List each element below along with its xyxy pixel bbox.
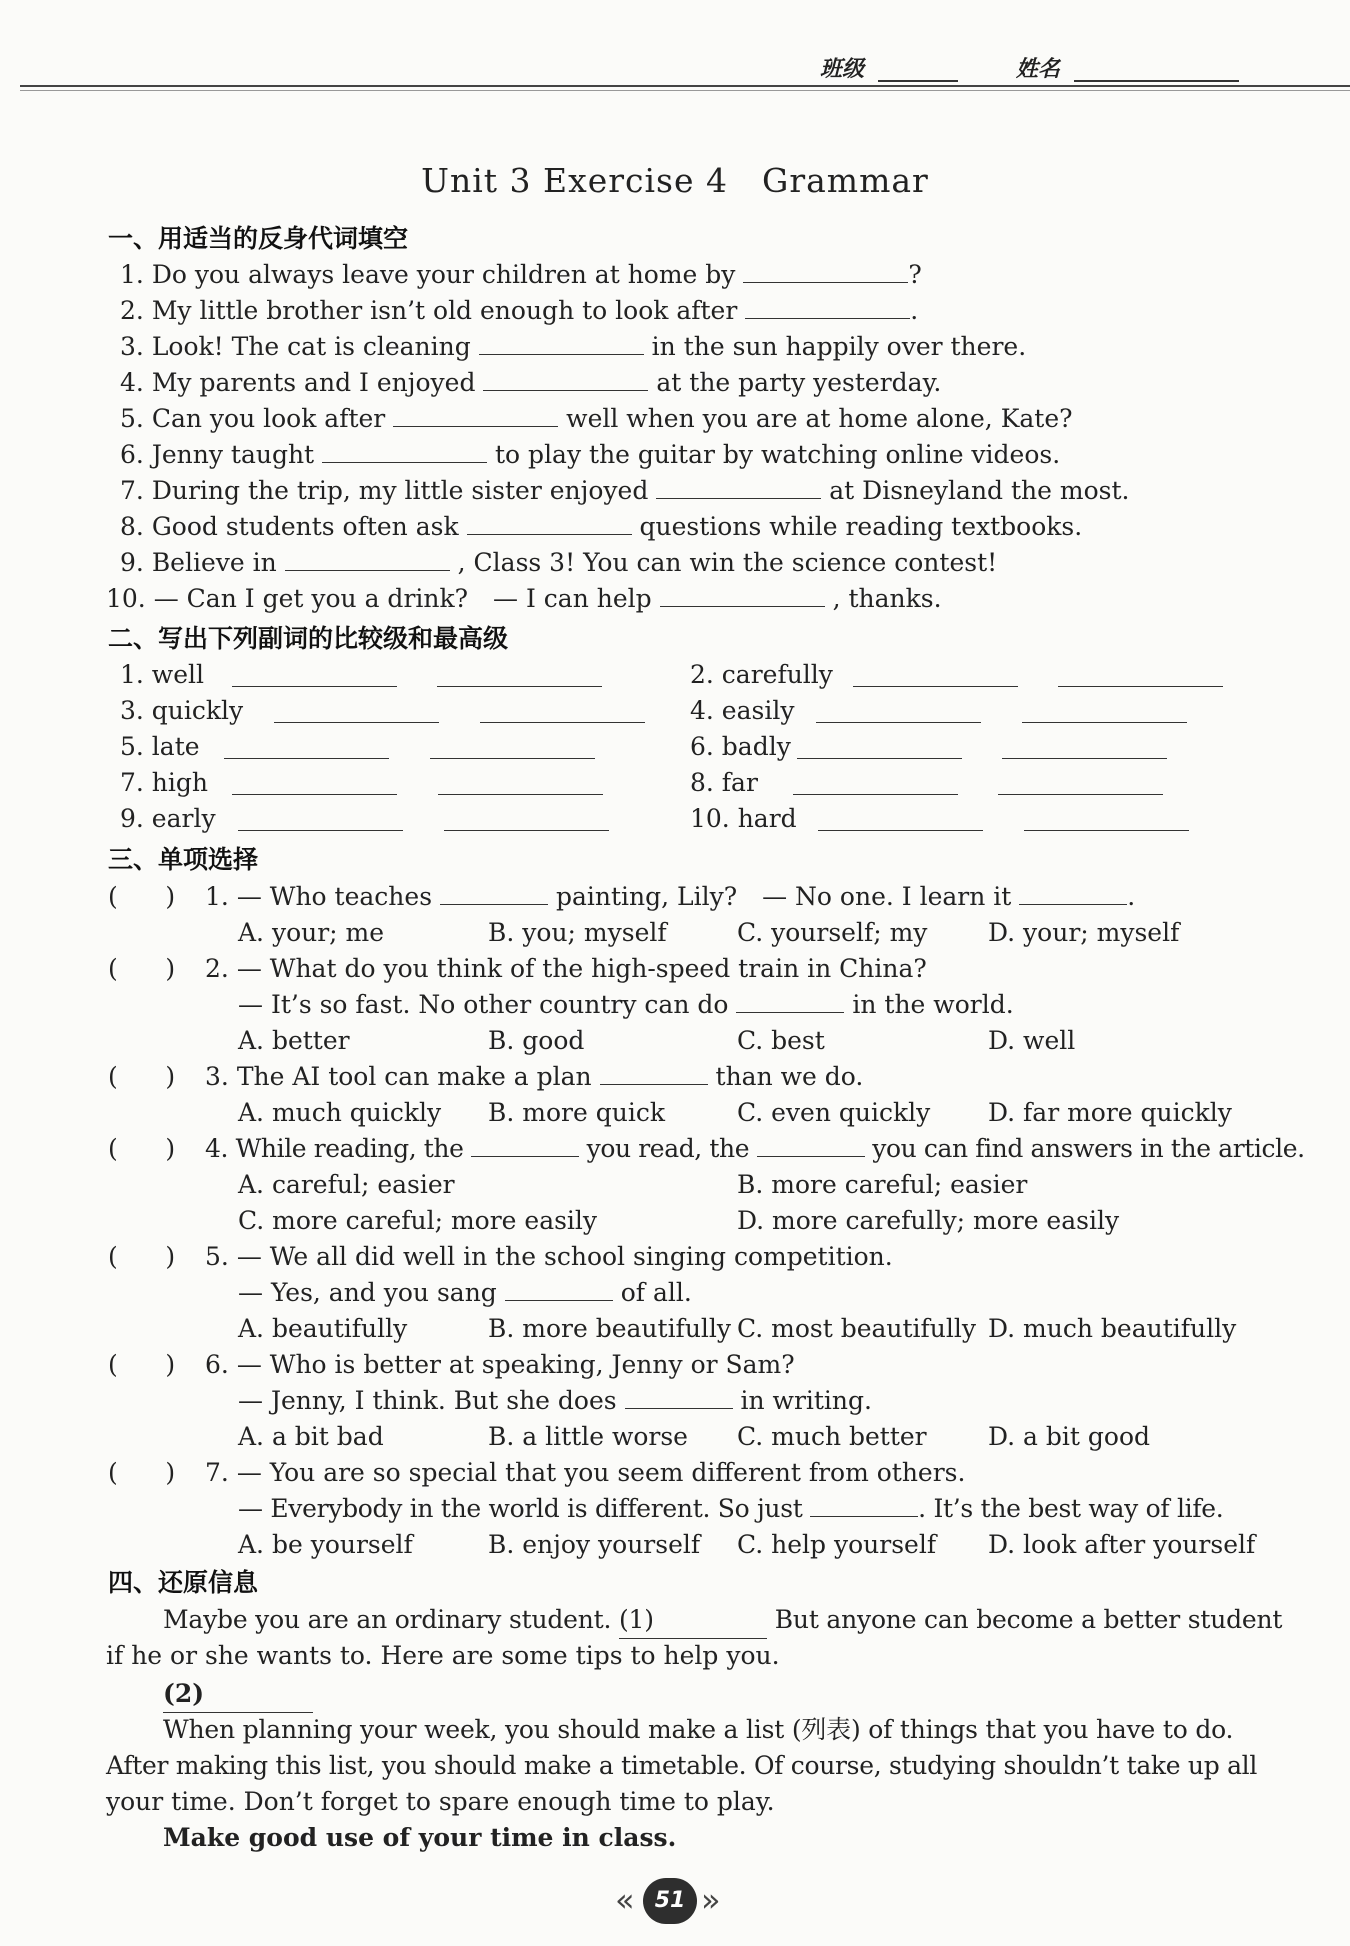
s2-right-4: 4. easily [690, 696, 795, 725]
comparative-blank[interactable] [793, 770, 958, 795]
s2-left-7: 7. high [120, 768, 209, 797]
q4-option-a[interactable]: A. careful; easier [238, 1170, 455, 1199]
answer-blank[interactable] [743, 258, 908, 283]
comparative-blank[interactable] [238, 806, 403, 831]
answer-blank[interactable] [440, 880, 548, 905]
q1-option-c[interactable]: C. yourself; my [737, 918, 928, 947]
q7-option-c[interactable]: C. help yourself [737, 1530, 937, 1559]
section2-heading: 二、写出下列副词的比较级和最高级 [108, 624, 509, 653]
comparative-blank[interactable] [816, 698, 981, 723]
q7-stem-2: — Everybody in the world is different. So just . It’s the best way of life. [238, 1494, 1224, 1523]
answer-bracket[interactable]: ( ) [108, 1242, 176, 1271]
s1-item-10: 10. — Can I get you a drink? — I can help , thanks. [106, 584, 942, 613]
comparative-blank[interactable] [232, 662, 397, 687]
q5-stem: 5. — We all did well in the school singing competition. [205, 1242, 893, 1271]
q2-stem-2: — It’s so fast. No other country can do in the world. [238, 990, 1014, 1019]
q7-option-d[interactable]: D. look after yourself [988, 1530, 1256, 1559]
comparative-blank[interactable] [797, 734, 962, 759]
s4-paragraph-2: When planning your week, you should make a list (列表) of things that you have to do. [163, 1715, 1234, 1744]
answer-bracket[interactable]: ( ) [108, 882, 176, 911]
s4-blank-1[interactable]: (1) [619, 1602, 767, 1639]
q4-stem: 4. While reading, the you read, the you can find answers in the article. [205, 1134, 1305, 1163]
q7-option-b[interactable]: B. enjoy yourself [488, 1530, 701, 1559]
s4-blank-2[interactable]: (2) [163, 1676, 313, 1713]
s4-paragraph-1-cont: if he or she wants to. Here are some tips to help you. [106, 1641, 780, 1670]
q4-option-b[interactable]: B. more careful; easier [737, 1170, 1028, 1199]
s1-item-8: 8. Good students often ask questions while reading textbooks. [120, 512, 1083, 541]
s1-item-9: 9. Believe in , Class 3! You can win the science contest! [120, 548, 998, 577]
q6-option-a[interactable]: A. a bit bad [238, 1422, 384, 1451]
superlative-blank[interactable] [1058, 662, 1223, 687]
q5-option-d[interactable]: D. much beautifully [988, 1314, 1237, 1343]
superlative-blank[interactable] [1022, 698, 1187, 723]
q6-stem: 6. — Who is better at speaking, Jenny or Sam? [205, 1350, 795, 1379]
q3-stem: 3. The AI tool can make a plan than we do. [205, 1062, 864, 1091]
answer-blank[interactable] [285, 546, 450, 571]
s1-item-5: 5. Can you look after well when you are at home alone, Kate? [120, 404, 1073, 433]
s4-tip-heading: Make good use of your time in class. [163, 1823, 677, 1852]
q1-stem: 1. — Who teaches painting, Lily? — No one. I learn it . [205, 882, 1136, 911]
q3-option-b[interactable]: B. more quick [488, 1098, 665, 1127]
name-blank [1074, 80, 1239, 82]
s2-right-6: 6. badly [690, 732, 791, 761]
superlative-blank[interactable] [998, 770, 1163, 795]
answer-blank[interactable] [745, 294, 910, 319]
q3-option-c[interactable]: C. even quickly [737, 1098, 931, 1127]
header-rule-thin [20, 90, 1350, 91]
q6-option-c[interactable]: C. much better [737, 1422, 927, 1451]
q6-option-b[interactable]: B. a little worse [488, 1422, 688, 1451]
page-number-badge [615, 1878, 725, 1924]
s2-right-8: 8. far [690, 768, 758, 797]
comparative-blank[interactable] [853, 662, 1018, 687]
answer-bracket[interactable]: ( ) [108, 1134, 176, 1163]
comparative-blank[interactable] [224, 734, 389, 759]
answer-blank[interactable] [757, 1132, 865, 1157]
s2-left-5: 5. late [120, 732, 200, 761]
q2-option-a[interactable]: A. better [238, 1026, 350, 1055]
answer-blank[interactable] [479, 330, 644, 355]
section1-heading: 一、用适当的反身代词填空 [108, 224, 409, 253]
answer-blank[interactable] [600, 1060, 708, 1085]
q2-option-b[interactable]: B. good [488, 1026, 585, 1055]
s1-item-7: 7. During the trip, my little sister enjoyed at Disneyland the most. [120, 476, 1130, 505]
q5-stem-2: — Yes, and you sang of all. [238, 1278, 692, 1307]
superlative-blank[interactable] [480, 698, 645, 723]
superlative-blank[interactable] [438, 770, 603, 795]
s2-right-10: 10. hard [690, 804, 797, 833]
q7-stem: 7. — You are so special that you seem different from others. [205, 1458, 966, 1487]
superlative-blank[interactable] [444, 806, 609, 831]
answer-blank[interactable] [471, 1132, 579, 1157]
q5-option-b[interactable]: B. more beautifully [488, 1314, 732, 1343]
superlative-blank[interactable] [437, 662, 602, 687]
s1-item-2: 2. My little brother isn’t old enough to look after . [120, 296, 919, 325]
q1-option-d[interactable]: D. your; myself [988, 918, 1180, 947]
answer-blank[interactable] [660, 582, 825, 607]
s1-item-6: 6. Jenny taught to play the guitar by watching online videos. [120, 440, 1061, 469]
s1-item-4: 4. My parents and I enjoyed at the party yesterday. [120, 368, 942, 397]
answer-blank[interactable] [1019, 880, 1127, 905]
header-rule [20, 85, 1350, 87]
s1-item-1: 1. Do you always leave your children at home by ? [120, 260, 922, 289]
comparative-blank[interactable] [274, 698, 439, 723]
q2-stem: 2. — What do you think of the high-speed train in China? [205, 954, 927, 983]
answer-blank[interactable] [322, 438, 487, 463]
q6-option-d[interactable]: D. a bit good [988, 1422, 1150, 1451]
q5-option-a[interactable]: A. beautifully [238, 1314, 408, 1343]
superlative-blank[interactable] [1002, 734, 1167, 759]
answer-blank[interactable] [625, 1384, 733, 1409]
q7-option-a[interactable]: A. be yourself [238, 1530, 413, 1559]
s2-left-1: 1. well [120, 660, 204, 689]
answer-blank[interactable] [656, 474, 821, 499]
class-label: 班级 [820, 57, 865, 82]
answer-blank[interactable] [505, 1276, 613, 1301]
s2-left-9: 9. early [120, 804, 216, 833]
q1-option-a[interactable]: A. your; me [238, 918, 385, 947]
q3-option-d[interactable]: D. far more quickly [988, 1098, 1232, 1127]
q4-option-d[interactable]: D. more carefully; more easily [737, 1206, 1120, 1235]
comparative-blank[interactable] [818, 806, 983, 831]
superlative-blank[interactable] [1024, 806, 1189, 831]
page-title: Unit 3 Exercise 4 Grammar [421, 161, 929, 200]
s1-item-3: 3. Look! The cat is cleaning in the sun happily over there. [120, 332, 1027, 361]
answer-blank[interactable] [736, 988, 844, 1013]
comparative-blank[interactable] [232, 770, 397, 795]
s4-paragraph-2-cont: After making this list, you should make a timetable. Of course, studying shouldn’t take up all [106, 1751, 1258, 1780]
q2-option-c[interactable]: C. best [737, 1026, 825, 1055]
answer-bracket[interactable]: ( ) [108, 1062, 176, 1091]
q3-option-a[interactable]: A. much quickly [238, 1098, 442, 1127]
s4-paragraph-1: Maybe you are an ordinary student. (1) But anyone can become a better student [163, 1602, 1282, 1639]
q5-option-c[interactable]: C. most beautifully [737, 1314, 977, 1343]
q4-option-c[interactable]: C. more careful; more easily [238, 1206, 598, 1235]
name-label: 姓名 [1016, 57, 1061, 82]
s2-right-2: 2. carefully [690, 660, 833, 689]
answer-blank[interactable] [467, 510, 632, 535]
q2-option-d[interactable]: D. well [988, 1026, 1076, 1055]
page-number: 51 [643, 1878, 697, 1924]
chevron-right-icon: » [701, 1881, 721, 1919]
class-blank [878, 80, 958, 82]
answer-bracket[interactable]: ( ) [108, 954, 176, 983]
answer-blank[interactable] [483, 366, 648, 391]
superlative-blank[interactable] [430, 734, 595, 759]
s2-left-3: 3. quickly [120, 696, 244, 725]
q6-stem-2: — Jenny, I think. But she does in writing. [238, 1386, 872, 1415]
chevron-left-icon: « [615, 1881, 635, 1919]
answer-bracket[interactable]: ( ) [108, 1458, 176, 1487]
answer-bracket[interactable]: ( ) [108, 1350, 176, 1379]
s4-paragraph-2-end: your time. Don’t forget to spare enough time to play. [106, 1787, 775, 1816]
section3-heading: 三、单项选择 [108, 845, 259, 874]
answer-blank[interactable] [393, 402, 558, 427]
q1-option-b[interactable]: B. you; myself [488, 918, 667, 947]
answer-blank[interactable] [810, 1492, 918, 1517]
section4-heading: 四、还原信息 [108, 1568, 259, 1597]
